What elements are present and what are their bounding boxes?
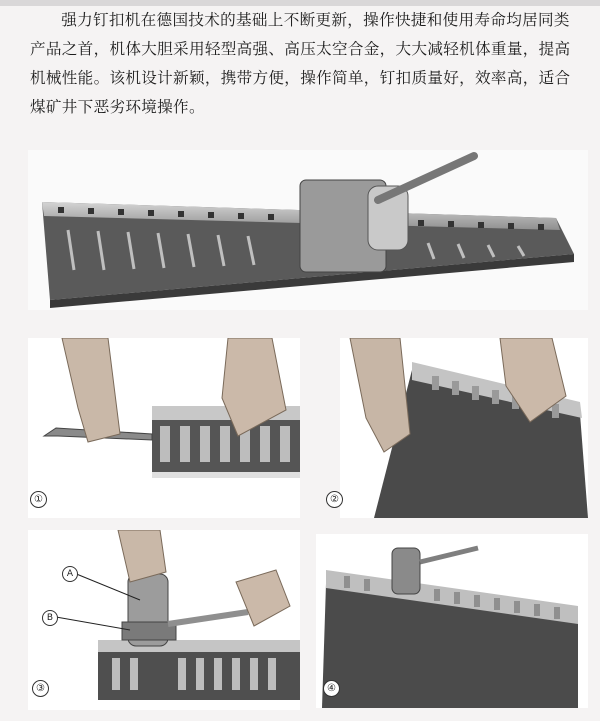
- step-1-photo: [28, 338, 300, 518]
- callout-b: B: [42, 610, 58, 626]
- step-2-photo: [340, 338, 588, 518]
- step-3-photo: [28, 530, 300, 710]
- step-2-marker: ②: [326, 491, 343, 508]
- step-3-marker: ③: [32, 680, 49, 697]
- step-4-photo: [316, 534, 588, 708]
- step-4-marker: ④: [323, 680, 340, 697]
- intro-paragraph: 强力钉扣机在德国技术的基础上不断更新，操作快捷和使用寿命均居同类产品之首，机体大胆采用轻型高强、高压太空合金，大大减轻机体重量，提高机械性能。该机设计新颖，携带方便，操作简单，钉扣质量好，效率高，适合煤矿井下恶劣环境操作。: [30, 11, 571, 116]
- machine-photo: [28, 150, 588, 310]
- callout-a: A: [62, 566, 78, 582]
- step-1-marker: ①: [30, 491, 47, 508]
